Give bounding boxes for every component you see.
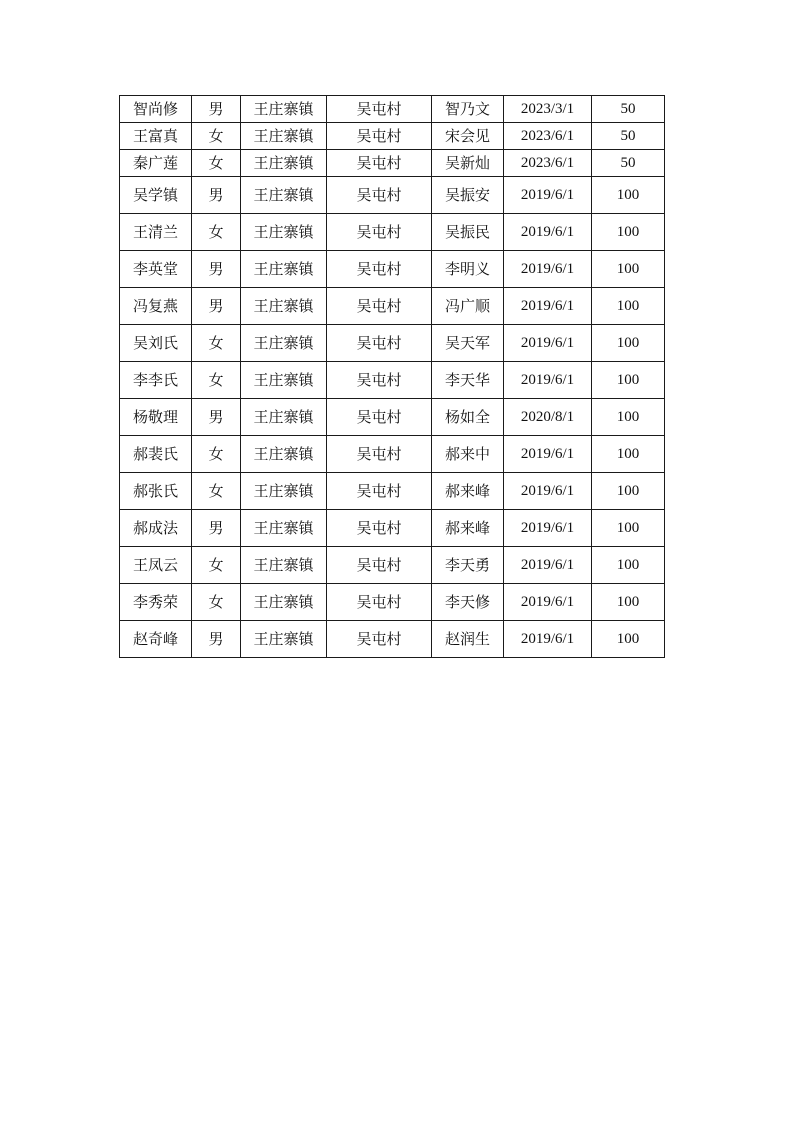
table-row	[120, 362, 665, 399]
name-cell: 吴学镇	[120, 177, 192, 214]
guardian-cell: 李天华	[432, 362, 504, 399]
guardian-cell: 吴天军	[432, 325, 504, 362]
guardian-cell: 吴振安	[432, 177, 504, 214]
town-cell: 王庄寨镇	[241, 399, 327, 436]
name-cell: 王凤云	[120, 547, 192, 584]
name-cell: 冯复燕	[120, 288, 192, 325]
town-cell: 王庄寨镇	[241, 510, 327, 547]
village-cell: 吴屯村	[327, 473, 432, 510]
gender-cell: 男	[192, 399, 241, 436]
guardian-cell: 郝来中	[432, 436, 504, 473]
name-cell: 秦广莲	[120, 150, 192, 177]
gender-cell: 女	[192, 436, 241, 473]
gender-cell: 男	[192, 96, 241, 123]
table-row	[120, 123, 665, 150]
date-cell: 2023/6/1	[504, 150, 592, 177]
village-cell: 吴屯村	[327, 399, 432, 436]
town-cell: 王庄寨镇	[241, 584, 327, 621]
date-cell: 2019/6/1	[504, 436, 592, 473]
village-cell: 吴屯村	[327, 325, 432, 362]
table-row	[120, 177, 665, 214]
table-row	[120, 214, 665, 251]
town-cell: 王庄寨镇	[241, 123, 327, 150]
date-cell: 2019/6/1	[504, 214, 592, 251]
amount-cell: 100	[592, 325, 665, 362]
village-cell: 吴屯村	[327, 436, 432, 473]
name-cell: 王富真	[120, 123, 192, 150]
amount-cell: 100	[592, 621, 665, 658]
amount-cell: 100	[592, 177, 665, 214]
name-cell: 智尚修	[120, 96, 192, 123]
guardian-cell: 郝来峰	[432, 473, 504, 510]
town-cell: 王庄寨镇	[241, 621, 327, 658]
amount-cell: 100	[592, 288, 665, 325]
amount-cell: 100	[592, 399, 665, 436]
guardian-cell: 赵润生	[432, 621, 504, 658]
roster-table-body	[120, 96, 665, 658]
guardian-cell: 吴振民	[432, 214, 504, 251]
name-cell: 郝裴氏	[120, 436, 192, 473]
date-cell: 2019/6/1	[504, 473, 592, 510]
name-cell: 李李氏	[120, 362, 192, 399]
village-cell: 吴屯村	[327, 362, 432, 399]
table-row	[120, 547, 665, 584]
town-cell: 王庄寨镇	[241, 150, 327, 177]
guardian-cell: 杨如全	[432, 399, 504, 436]
gender-cell: 女	[192, 473, 241, 510]
guardian-cell: 宋会见	[432, 123, 504, 150]
amount-cell: 100	[592, 436, 665, 473]
village-cell: 吴屯村	[327, 510, 432, 547]
village-cell: 吴屯村	[327, 288, 432, 325]
table-row	[120, 510, 665, 547]
guardian-cell: 郝来峰	[432, 510, 504, 547]
town-cell: 王庄寨镇	[241, 96, 327, 123]
table-row	[120, 251, 665, 288]
town-cell: 王庄寨镇	[241, 214, 327, 251]
date-cell: 2019/6/1	[504, 547, 592, 584]
name-cell: 王清兰	[120, 214, 192, 251]
date-cell: 2019/6/1	[504, 325, 592, 362]
amount-cell: 100	[592, 584, 665, 621]
table-row	[120, 399, 665, 436]
gender-cell: 女	[192, 547, 241, 584]
gender-cell: 女	[192, 325, 241, 362]
gender-cell: 女	[192, 362, 241, 399]
date-cell: 2019/6/1	[504, 584, 592, 621]
gender-cell: 男	[192, 251, 241, 288]
name-cell: 杨敬理	[120, 399, 192, 436]
roster-table	[119, 95, 665, 658]
date-cell: 2019/6/1	[504, 510, 592, 547]
gender-cell: 女	[192, 214, 241, 251]
name-cell: 李英堂	[120, 251, 192, 288]
date-cell: 2023/6/1	[504, 123, 592, 150]
guardian-cell: 李天勇	[432, 547, 504, 584]
table-row	[120, 150, 665, 177]
table-row	[120, 96, 665, 123]
town-cell: 王庄寨镇	[241, 547, 327, 584]
town-cell: 王庄寨镇	[241, 251, 327, 288]
guardian-cell: 冯广顺	[432, 288, 504, 325]
town-cell: 王庄寨镇	[241, 362, 327, 399]
amount-cell: 100	[592, 362, 665, 399]
amount-cell: 100	[592, 510, 665, 547]
date-cell: 2023/3/1	[504, 96, 592, 123]
table-row	[120, 436, 665, 473]
name-cell: 吴刘氏	[120, 325, 192, 362]
amount-cell: 100	[592, 473, 665, 510]
village-cell: 吴屯村	[327, 96, 432, 123]
name-cell: 郝成法	[120, 510, 192, 547]
gender-cell: 女	[192, 150, 241, 177]
guardian-cell: 李明义	[432, 251, 504, 288]
gender-cell: 男	[192, 288, 241, 325]
guardian-cell: 吴新灿	[432, 150, 504, 177]
table-row	[120, 325, 665, 362]
date-cell: 2019/6/1	[504, 362, 592, 399]
town-cell: 王庄寨镇	[241, 436, 327, 473]
amount-cell: 100	[592, 547, 665, 584]
amount-cell: 50	[592, 123, 665, 150]
table-row	[120, 621, 665, 658]
gender-cell: 男	[192, 621, 241, 658]
amount-cell: 100	[592, 214, 665, 251]
table-row	[120, 288, 665, 325]
town-cell: 王庄寨镇	[241, 325, 327, 362]
town-cell: 王庄寨镇	[241, 288, 327, 325]
name-cell: 赵奇峰	[120, 621, 192, 658]
village-cell: 吴屯村	[327, 547, 432, 584]
village-cell: 吴屯村	[327, 621, 432, 658]
name-cell: 李秀荣	[120, 584, 192, 621]
date-cell: 2019/6/1	[504, 251, 592, 288]
village-cell: 吴屯村	[327, 150, 432, 177]
table-row	[120, 473, 665, 510]
name-cell: 郝张氏	[120, 473, 192, 510]
gender-cell: 男	[192, 177, 241, 214]
village-cell: 吴屯村	[327, 584, 432, 621]
date-cell: 2019/6/1	[504, 288, 592, 325]
amount-cell: 100	[592, 251, 665, 288]
gender-cell: 女	[192, 123, 241, 150]
amount-cell: 50	[592, 96, 665, 123]
village-cell: 吴屯村	[327, 214, 432, 251]
guardian-cell: 智乃文	[432, 96, 504, 123]
town-cell: 王庄寨镇	[241, 473, 327, 510]
town-cell: 王庄寨镇	[241, 177, 327, 214]
village-cell: 吴屯村	[327, 123, 432, 150]
date-cell: 2019/6/1	[504, 177, 592, 214]
guardian-cell: 李天修	[432, 584, 504, 621]
date-cell: 2019/6/1	[504, 621, 592, 658]
gender-cell: 男	[192, 510, 241, 547]
date-cell: 2020/8/1	[504, 399, 592, 436]
village-cell: 吴屯村	[327, 251, 432, 288]
amount-cell: 50	[592, 150, 665, 177]
table-row	[120, 584, 665, 621]
village-cell: 吴屯村	[327, 177, 432, 214]
gender-cell: 女	[192, 584, 241, 621]
